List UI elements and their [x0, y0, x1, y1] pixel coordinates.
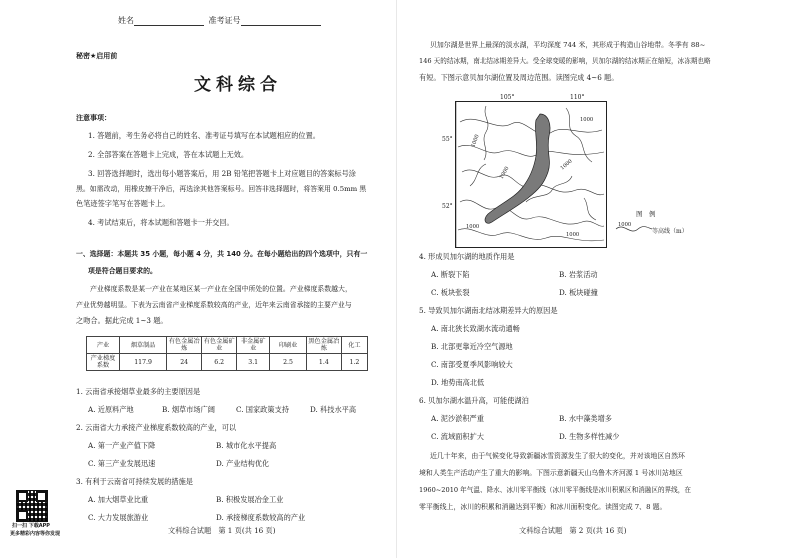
page-footer: 文科综合试题 第 1 页(共 16 页)	[168, 526, 276, 535]
intro-line: 产业优势越明显。下表为云南省产业梯度系数较高的产业，近年来云南省承接的主要产业与	[76, 301, 352, 309]
table-cell: 产业梯度系数	[87, 354, 120, 371]
passage-line: 146 天的结冰期，南北结冰期差异大。受全球变暖的影响，贝加尔湖的结冰期正在缩短，冰冻期也略	[419, 57, 711, 65]
contour-label: 1000	[466, 224, 480, 230]
note-line: 3. 回答选择题时，选出每小题答案后，用 2B 铅笔把答题卡上对应题目的答案标号涂	[88, 169, 356, 178]
id-label: 准考证号	[208, 16, 241, 25]
note-line: 黑。如需改动，用橡皮擦干净后，再选涂其他答案标号。回答非选择题时，将答案用 0.5mm 黑	[76, 185, 367, 193]
contour-label: 1000	[498, 165, 511, 181]
q6-option-c[interactable]: C. 流域面积扩大	[431, 432, 484, 441]
note-line: 1. 答题前，考生务必将自己的姓名、准考证号填写在本试题相应的位置。	[88, 131, 320, 140]
q4-option-b[interactable]: B. 岩浆活动	[559, 270, 598, 279]
q1-option-a[interactable]: A. 近原料产地	[88, 405, 134, 414]
passage-line: 贝加尔湖是世界上最深的淡水湖，平均深度 744 米，其形成于构造山谷地带。冬季有 88~	[430, 41, 706, 49]
q2-option-b[interactable]: B. 城市化水平提高	[216, 441, 277, 450]
q2-option-c[interactable]: C. 第三产业发展迅速	[88, 459, 156, 468]
question-3: 3. 有利于云南省可持续发展的措施是	[76, 477, 193, 486]
intro-line: 产业梯度系数是某一产业在某地区某一产业在全国中所处的位置。产业梯度系数越大，	[90, 285, 352, 293]
lon-label: 110°	[570, 94, 585, 101]
table-cell: 非金属矿业	[237, 337, 270, 354]
contour-label: 1000	[470, 133, 481, 149]
q6-option-d[interactable]: D. 生物多样性减少	[559, 432, 620, 441]
q3-option-c[interactable]: C. 大力发展旅游业	[88, 513, 149, 522]
passage-line: 近几十年来，由于气候变化导致新疆冰雪资源发生了很大的变化，并对该地区自然环	[430, 452, 685, 460]
q5-option-b[interactable]: B. 北部更靠近冷空气源地	[431, 342, 513, 351]
qr-caption: 更多精彩内容等你发现	[10, 531, 61, 537]
question-2: 2. 云南省大力承接产业梯度系数较高的产业，可以	[76, 423, 237, 432]
lat-label: 52°	[442, 203, 453, 210]
q3-option-b[interactable]: B. 积极发展冶金工业	[216, 495, 284, 504]
secret-mark: 秘密★启用前	[76, 52, 118, 60]
question-4: 4. 形成贝加尔湖的地质作用是	[419, 252, 515, 261]
passage-line: 零平衡线上，冰川的积累和消融达到平衡）和冰川面积变化。读图完成 7、8 题。	[419, 503, 667, 511]
right-page-questions	[397, 0, 794, 558]
passage-line: 境和人类生产活动产生了重大的影响。下图示意新疆天山乌鲁木齐河源 1 号冰川站地区	[419, 469, 683, 477]
q3-option-a[interactable]: A. 加大烟草业比重	[88, 495, 149, 504]
contour-label: 1000	[566, 232, 580, 238]
table-cell: 1.4	[306, 354, 341, 371]
name-blank	[134, 17, 204, 26]
table-cell: 黑色金属冶炼	[306, 337, 341, 354]
question-6: 6. 贝加尔湖水温升高，可能使湖泊	[419, 396, 529, 405]
legend-contour-value: 1000	[618, 222, 632, 228]
lon-label: 105°	[500, 94, 515, 101]
table-cell: 1.2	[341, 354, 367, 371]
id-blank	[241, 17, 321, 26]
q5-option-a[interactable]: A. 南北狭长致湖水流动通畅	[431, 324, 520, 333]
q4-option-d[interactable]: D. 板块碰撞	[559, 288, 598, 297]
section-heading: 一、选择题：本题共 35 小题，每小题 4 分，共 140 分。在每小题给出的四个选项中，只有一	[76, 250, 368, 258]
contour-label: 1000	[580, 117, 594, 123]
qr-finder	[17, 491, 28, 502]
name-field	[118, 16, 321, 26]
table-cell: 24	[167, 354, 202, 371]
q5-option-d[interactable]: D. 地势南高北低	[431, 378, 485, 387]
note-line: 2. 全部答案在答题卡上完成，答在本试题上无效。	[88, 150, 249, 159]
question-1: 1. 云南省承接烟草业最多的主要原因是	[76, 387, 201, 396]
contour-label: 1000	[559, 158, 574, 172]
page-footer: 文科综合试题 第 2 页(共 16 页)	[519, 526, 627, 535]
q4-option-a[interactable]: A. 断裂下陷	[431, 270, 470, 279]
note-line: 色笔迹签字笔写在答题卡上。	[76, 199, 170, 208]
qr-code[interactable]	[16, 490, 48, 522]
table-cell: 印刷业	[270, 337, 307, 354]
table-cell: 烟草制品	[120, 337, 167, 354]
table-row	[87, 354, 368, 371]
table-cell: 2.5	[270, 354, 307, 371]
name-label: 姓名	[118, 16, 134, 25]
q1-option-c[interactable]: C. 国家政策支持	[236, 405, 289, 414]
table-header-row	[87, 337, 368, 354]
lat-label: 55°	[442, 136, 453, 143]
q3-option-d[interactable]: D. 承接梯度系数较高的产业	[216, 513, 306, 522]
question-5: 5. 导致贝加尔湖南北结冰期差异大的原因是	[419, 306, 558, 315]
qr-finder	[36, 491, 47, 502]
legend-title: 图 例	[636, 210, 656, 218]
q2-option-a[interactable]: A. 第一产业产值下降	[88, 441, 156, 450]
q5-option-c[interactable]: C. 南部受夏季风影响较大	[431, 360, 513, 369]
industry-table	[86, 336, 368, 371]
section-heading-cont: 项是符合题目要求的。	[88, 267, 157, 275]
q6-option-a[interactable]: A. 泥沙淤积严重	[431, 414, 484, 423]
table-cell: 产业	[87, 337, 120, 354]
legend-contour-text: 等高线（m）	[652, 228, 688, 235]
table-cell: 化工	[341, 337, 367, 354]
q6-option-b[interactable]: B. 水中藻类增多	[559, 414, 612, 423]
passage-line: 1960~2010 年气温、降水、冰川零平衡线（冰川零平衡线是冰川积累区和消融区的界线，在	[419, 486, 691, 494]
intro-line: 之吻合。据此完成 1~3 题。	[76, 316, 168, 325]
table-cell: 3.1	[237, 354, 270, 371]
q1-option-d[interactable]: D. 科技水平高	[310, 405, 357, 414]
table-cell: 有色金属矿业	[202, 337, 237, 354]
q1-option-b[interactable]: B. 烟草市场广阔	[162, 405, 215, 414]
table-cell: 6.2	[202, 354, 237, 371]
passage-line: 有短。下图示意贝加尔湖位置及周边范围。读图完成 4~6 题。	[419, 73, 619, 82]
table-cell: 117.9	[120, 354, 167, 371]
table-cell: 有色金属冶炼	[167, 337, 202, 354]
page-title: 文科综合	[194, 75, 282, 95]
notes-title: 注意事项：	[76, 114, 111, 122]
q4-option-c[interactable]: C. 板块张裂	[431, 288, 470, 297]
note-line: 4. 考试结束后，将本试题和答题卡一并交回。	[88, 218, 234, 227]
qr-finder	[17, 510, 28, 521]
q2-option-d[interactable]: D. 产业结构优化	[216, 459, 270, 468]
qr-caption: 扫一扫 下载APP	[12, 523, 50, 529]
